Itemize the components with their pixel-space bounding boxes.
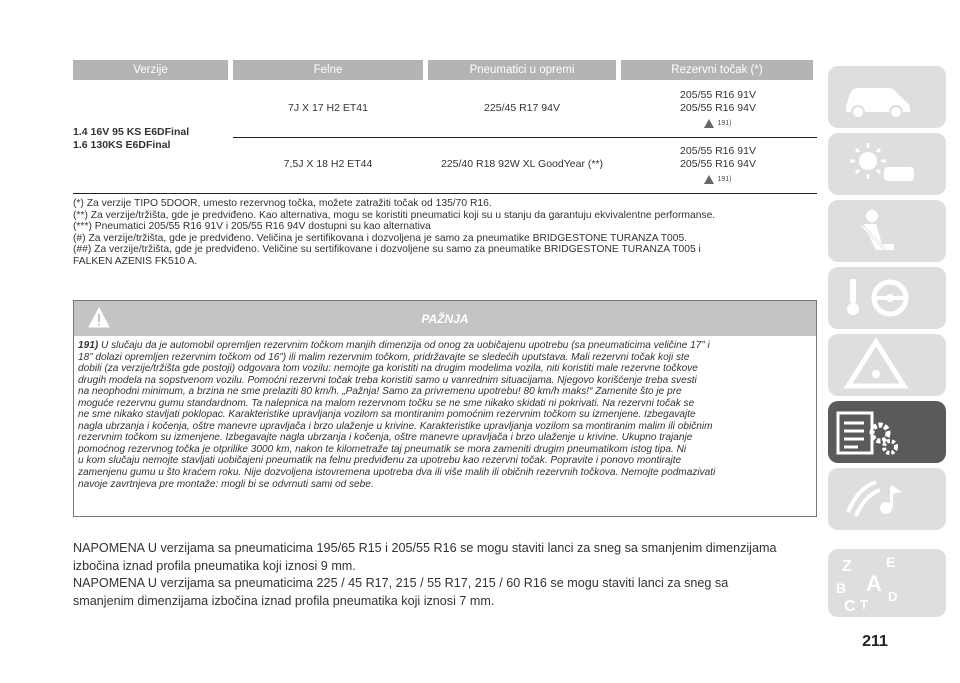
warning-header <box>74 301 816 336</box>
seat-airbag-icon <box>828 200 946 262</box>
footnote: (*) Za verzije TIPO 5DOOR, umesto rezervnog točka, možete zatražiti točak od 135/70 R16. <box>73 198 492 209</box>
table-footnotes <box>73 198 818 268</box>
warning-line: navoje zavrtnjeva pre montaže: mogli bi se odvrnuti sami od sebe. <box>78 478 374 490</box>
spare-size: 205/55 R16 91V <box>680 145 756 157</box>
warning-triangle-icon <box>704 175 714 184</box>
warning-box <box>73 300 817 517</box>
snow-chain-notes <box>73 540 833 610</box>
warning-ref[interactable] <box>620 173 816 186</box>
sidebar-item-dashboard[interactable] <box>828 133 946 195</box>
warning-line: moguće rezervnu gumu standardnom. Ta nalepnica na malom rezervnom točku se ne sme nikako skidati ni pokrivati. Na rezervni točak se <box>78 397 695 409</box>
warning-triangle-icon <box>704 119 714 128</box>
header-versions: Verzije <box>73 60 228 80</box>
sidebar-item-safety[interactable] <box>828 200 946 262</box>
warning-line: u kom slučaju nemojte stavljati uobičajeni pneumatik na felnu predviđenu za upotrebu kao rezervni točak. Popravite i ponovo montirajte <box>78 455 682 467</box>
table-bottom-rule <box>73 193 817 194</box>
spare-size: 205/55 R16 94V <box>680 102 756 114</box>
emergency-triangle-icon <box>828 334 946 396</box>
warning-body <box>78 340 812 490</box>
warning-line: rezervnim točkom su izmenjene. Izbegavajte nagla ubrzanja i kočenja, oštre manevre upravljača i brzo ulaženje u krivine. Ukupno trajanje <box>78 432 693 444</box>
footnote: (**) Za verzije/tržišta, gde je predviđeno. Kao alternativa, mogu se koristiti pneumatici koji su u stanju da garantuju ekvivalentne performanse. <box>73 209 716 221</box>
index-letters-icon <box>828 549 946 617</box>
note-line: NAPOMENA U verzijama sa pneumaticima 225 / 45 R17, 215 / 55 R17, 215 / 60 R16 se mogu staviti lanci za sneg sa <box>73 576 729 590</box>
warning-line: na neophodni minimum, a brzina ne sme prelaziti 80 km/h. „Pažnja! Samo za privremenu upotrebu! 80 km/h maks!“ Zamenite što je pre <box>78 386 682 398</box>
warning-line-text: U slučaju da je automobil opremljen rezervnim točkom manjih dimenzija od onog za uobičajenu upotrebu (sa pneumaticima veličine 17” i <box>101 340 710 351</box>
model-line: 1.4 16V 95 KS E6DFinal <box>73 126 190 138</box>
footnote: FALKEN AZENIS FK510 A. <box>73 255 198 267</box>
warning-ref-number: 191) <box>78 340 99 351</box>
row-divider <box>233 137 817 138</box>
page-number: 211 <box>862 633 888 650</box>
warning-line: pomoćnog rezervnog točka je otprilike 3000 km, nakon te kilometraže taj pneumatik se mora zameniti drugim pneumatikom istog tipa. Ni <box>78 443 687 455</box>
note-line: smanjenim dimenzijama izbočina iznad profila pneumatika koji iznosi 7 mm. <box>73 593 495 608</box>
spare-size: 205/55 R16 94V <box>680 158 756 170</box>
header-tires: Pneumatici u opremi <box>428 60 616 80</box>
tire-size: 225/45 R17 94V <box>484 102 560 114</box>
sidebar-item-multimedia[interactable] <box>828 468 946 530</box>
warning-line: drugih modela na sopstvenom vozilu. Pomoćni rezervni točak treba koristiti samo u vanrednim situacijama. Njegovo korišćenje treba svesti <box>78 374 697 386</box>
rim-size: 7,5J X 18 H2 ET44 <box>283 158 373 170</box>
table-header <box>73 60 813 80</box>
footnote: (***) Pneumatici 205/55 R16 91V i 205/55 R16 94V dostupni su kao alternativa <box>73 221 431 233</box>
note-line: izbočina iznad profila pneumatika koji iznosi 9 mm. <box>73 558 356 573</box>
header-rims: Felne <box>233 60 423 80</box>
starting-driving-icon <box>828 267 946 329</box>
spare-size: 205/55 R16 91V <box>680 89 756 101</box>
ref-number: 191) <box>717 120 732 127</box>
warning-line <box>78 340 812 352</box>
rim-size: 7J X 17 H2 ET41 <box>288 102 368 114</box>
sidebar-item-car[interactable] <box>828 66 946 128</box>
index-letter: T <box>860 597 868 612</box>
footnote: (##) Za verzije/tržišta, gde je predviđeno. Veličine su sertifikovane i dozvoljene su samo za pneumatike BRIDGESTONE TURANZA T005 i <box>73 244 701 256</box>
dashboard-lights-icon <box>828 133 946 195</box>
model-line: 1.6 130KS E6DFinal <box>73 139 171 151</box>
sidebar-item-driving[interactable] <box>828 267 946 329</box>
index-letter: Z <box>842 558 852 575</box>
warning-ref[interactable] <box>620 117 816 130</box>
warning-title: PAŽNJA <box>421 312 469 326</box>
index-letter: C <box>844 598 856 615</box>
model-name <box>73 126 189 152</box>
index-letter: B <box>836 580 847 596</box>
ref-number: 191) <box>717 176 732 183</box>
sidebar-item-technical-data[interactable] <box>828 401 946 463</box>
warning-line: ne sme nikako stavljati poklopac. Karakteristike upravljanja vozilom sa montiranim pomoćnim rezervnim točkom su izmenjene. Izbegavajte <box>78 409 696 421</box>
index-letter: D <box>888 589 898 604</box>
multimedia-icon <box>828 468 946 530</box>
index-letter: E <box>886 554 896 570</box>
footnote: (#) Za verzije/tržišta, gde je predviđeno. Veličina je sertifikovana i dozvoljena je samo za pneumatike BRIDGESTONE TURANZA T005. <box>73 232 688 244</box>
warning-line: nagla ubrzanja i kočenja, oštre manevre upravljača i brzo ulaženje u krivine. Karakteristike upravljanja vozilom sa montiranim malim ili običnim <box>78 420 713 432</box>
warning-line: 18” dolazi opremljen rezervnim točkom od 16”) ili malim rezervnim točkom, pridržavajte se sledećih uputstava. Mali rezervni točak koji ste <box>78 351 690 363</box>
technical-data-icon <box>828 401 946 463</box>
header-spare-wheel: Rezervni točak (*) <box>621 60 813 80</box>
index-letter: A <box>866 571 882 596</box>
car-icon <box>828 66 946 128</box>
warning-line: dobili (za verzije/tržišta gde postoji) odgovara tom vozilu: nemojte ga koristiti na drugim modelima vozila, niti koristiti male rezervne točkove <box>78 363 698 375</box>
warning-line: zamenjenu gumu u što kraćem roku. Nije dozvoljena istovremena upotreba dva ili više malih ili običnih rezervnih točkova. Nemojte podmazivati <box>78 467 716 479</box>
sidebar-item-emergency[interactable] <box>828 334 946 396</box>
tire-size: 225/40 R18 92W XL GoodYear (**) <box>440 158 604 170</box>
note-line: NAPOMENA U verzijama sa pneumaticima 195/65 R15 i 205/55 R16 se mogu staviti lanci za sneg sa smanjenim dimenzijama <box>73 541 777 555</box>
spare-wheel-sizes <box>620 89 816 130</box>
spare-wheel-sizes <box>620 145 816 186</box>
sidebar-item-index[interactable] <box>828 549 946 617</box>
